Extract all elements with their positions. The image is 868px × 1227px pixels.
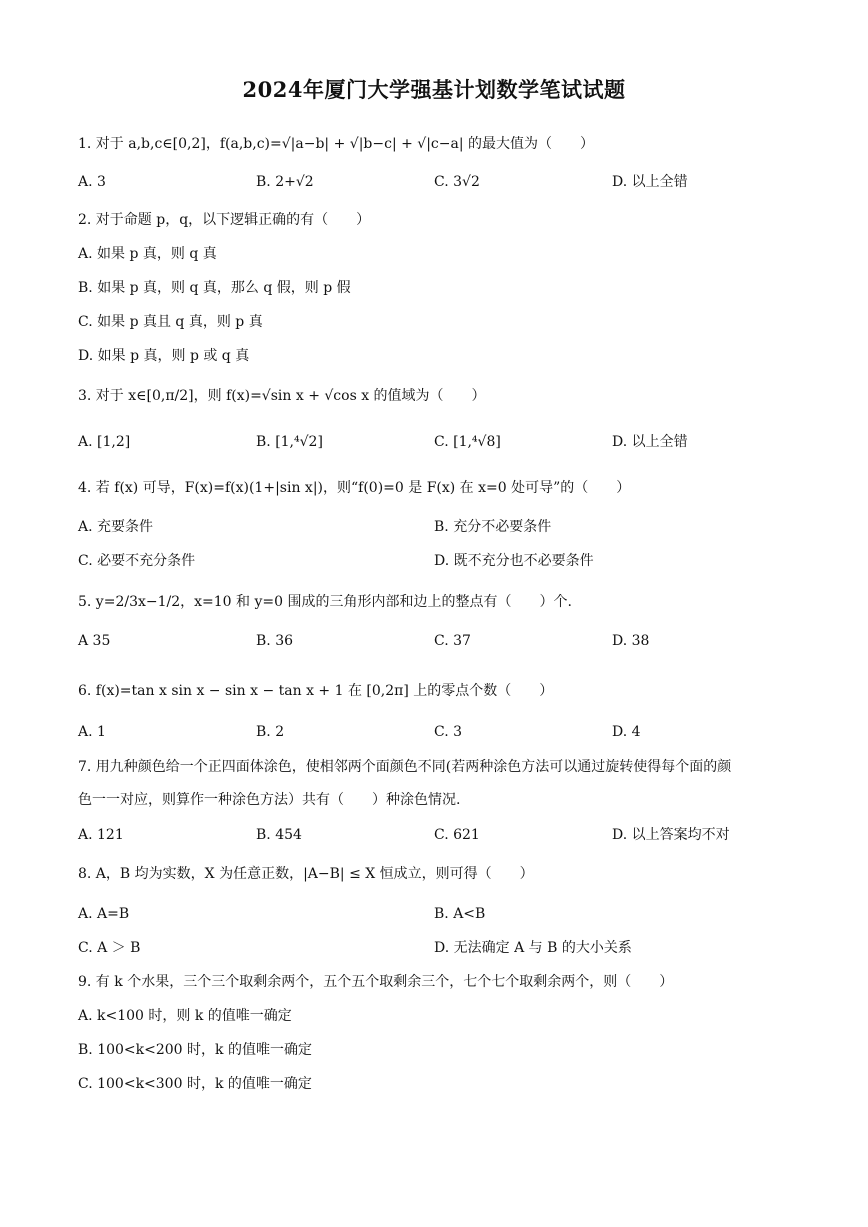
question-7-stem-continued: 色一一对应，则算作一种涂色方法）共有（ ）种涂色情况.: [78, 792, 461, 808]
question-1-option-c: C. 3√2: [434, 174, 480, 190]
question-5-option-a: A 35: [78, 633, 111, 649]
question-1-option-b: B. 2+√2: [256, 174, 314, 190]
question-3-option-a: A. [1,2]: [78, 434, 131, 450]
question-5-option-b: B. 36: [256, 633, 294, 649]
question-6-option-a: A. 1: [78, 724, 106, 740]
question-7-option-d: D. 以上答案均不对: [612, 827, 730, 843]
question-4-option-d: D. 既不充分也不必要条件: [434, 553, 594, 569]
question-2-option-c: C. 如果 p 真且 q 真，则 p 真: [78, 314, 263, 330]
question-3-option-b: B. [1,⁴√2]: [256, 434, 323, 450]
question-9-option-b: B. 100<k<200 时，k 的值唯一确定: [78, 1042, 312, 1058]
question-4-option-c: C. 必要不充分条件: [78, 553, 196, 569]
question-7-stem: 7. 用九种颜色给一个正四面体涂色，使相邻两个面颜色不同(若两种涂色方法可以通过旋转使得每个面的颜: [78, 759, 732, 775]
question-5-option-c: C. 37: [434, 633, 471, 649]
question-2-stem: 2. 对于命题 p，q，以下逻辑正确的有（ ）: [78, 212, 371, 228]
question-1-option-d: D. 以上全错: [612, 174, 688, 190]
question-6-stem: 6. f(x)=tan x sin x − sin x − tan x + 1 在 [0,2π] 上的零点个数（ ）: [78, 683, 554, 699]
question-9-stem: 9. 有 k 个水果，三个三个取剩余两个，五个五个取剩余三个，七个七个取剩余两个，则（ ）: [78, 974, 674, 990]
question-9-option-a: A. k<100 时，则 k 的值唯一确定: [78, 1008, 292, 1024]
question-7-option-c: C. 621: [434, 827, 480, 843]
question-5-option-d: D. 38: [612, 633, 650, 649]
question-7-option-b: B. 454: [256, 827, 302, 843]
question-6-option-d: D. 4: [612, 724, 641, 740]
question-6-option-b: B. 2: [256, 724, 285, 740]
question-8-option-d: D. 无法确定 A 与 B 的大小关系: [434, 940, 632, 956]
question-2-option-d: D. 如果 p 真，则 p 或 q 真: [78, 348, 250, 364]
question-4-option-b: B. 充分不必要条件: [434, 519, 552, 535]
question-3-stem: 3. 对于 x∈[0,π/2]，则 f(x)=√sin x + √cos x 的值域为（ ）: [78, 388, 486, 404]
question-7-option-a: A. 121: [78, 827, 124, 843]
question-6-option-c: C. 3: [434, 724, 463, 740]
question-1-stem: 1. 对于 a,b,c∈[0,2]，f(a,b,c)=√|a−b| + √|b−c| + √|c−a| 的最大值为（ ）: [78, 136, 595, 152]
question-8-stem: 8. A，B 均为实数，X 为任意正数，|A−B| ≤ X 恒成立，则可得（ ）: [78, 866, 534, 882]
question-8-option-b: B. A<B: [434, 906, 486, 922]
page-title: 2024年厦门大学强基计划数学笔试试题: [242, 77, 626, 102]
question-1-option-a: A. 3: [78, 174, 106, 190]
question-3-option-c: C. [1,⁴√8]: [434, 434, 501, 450]
question-2-option-a: A. 如果 p 真，则 q 真: [78, 246, 217, 262]
question-9-option-c: C. 100<k<300 时，k 的值唯一确定: [78, 1076, 312, 1092]
question-5-stem: 5. y=2/3x−1/2，x=10 和 y=0 围成的三角形内部和边上的整点有（ ）个.: [78, 594, 572, 610]
question-3-option-d: D. 以上全错: [612, 434, 688, 450]
question-4-stem: 4. 若 f(x) 可导，F(x)=f(x)(1+|sin x|)，则“f(0)=0 是 F(x) 在 x=0 处可导”的（ ）: [78, 480, 631, 496]
question-4-option-a: A. 充要条件: [78, 519, 154, 535]
question-2-option-b: B. 如果 p 真，则 q 真，那么 q 假，则 p 假: [78, 280, 351, 296]
question-8-option-a: A. A=B: [78, 906, 130, 922]
question-8-option-c: C. A ＞ B: [78, 940, 141, 956]
